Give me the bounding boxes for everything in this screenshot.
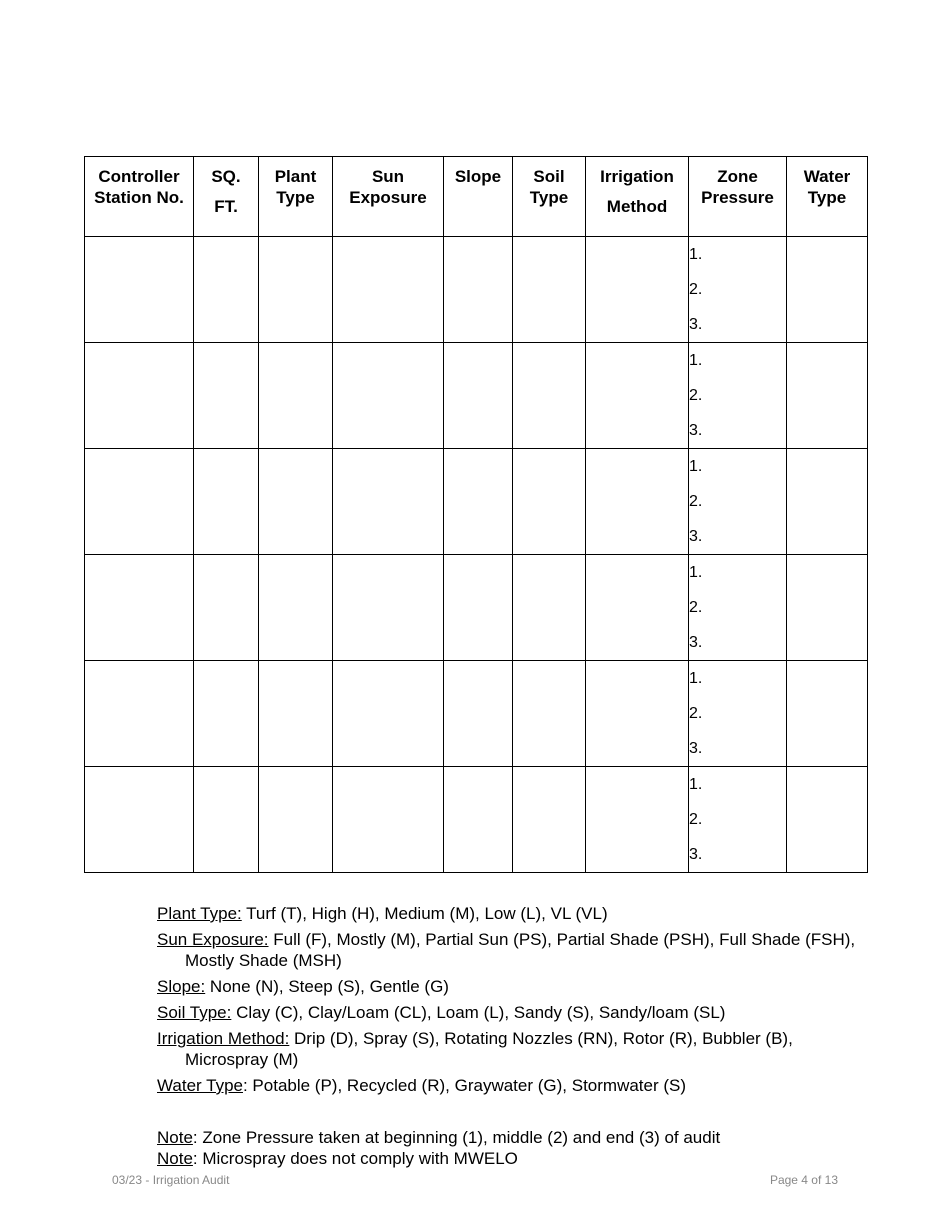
zone-pressure-mark: 2. bbox=[689, 811, 703, 828]
cell-sun-exposure[interactable] bbox=[333, 343, 444, 449]
table-row bbox=[85, 343, 868, 449]
cell-sun-exposure[interactable] bbox=[333, 237, 444, 343]
cell-slope[interactable] bbox=[444, 343, 513, 449]
cell-controller-station[interactable] bbox=[85, 237, 194, 343]
cell-controller-station[interactable] bbox=[85, 343, 194, 449]
zone-pressure-mark: 2. bbox=[689, 599, 703, 616]
cell-sq-ft[interactable] bbox=[194, 555, 259, 661]
table-header-row bbox=[85, 157, 868, 237]
legend-sun-exposure: Sun Exposure: Full (F), Mostly (M), Partial Sun (PS), Partial Shade (PSH), Full Shade (FSH), Mostly Shade (MSH) bbox=[157, 930, 856, 970]
legend-water-type: Water Type: Potable (P), Recycled (R), Graywater (G), Stormwater (S) bbox=[157, 1076, 687, 1095]
zone-pressure-mark: 3. bbox=[689, 528, 703, 545]
legend-irrigation-method: Irrigation Method: Drip (D), Spray (S), Rotating Nozzles (RN), Rotor (R), Bubbler (B), Microspray (M) bbox=[157, 1029, 793, 1069]
footer-document-title: 03/23 - Irrigation Audit bbox=[112, 1173, 230, 1187]
cell-water-type[interactable] bbox=[787, 237, 868, 343]
header-water-type: Water Type bbox=[787, 157, 868, 237]
cell-sun-exposure[interactable] bbox=[333, 767, 444, 873]
zone-pressure-mark: 3. bbox=[689, 740, 703, 757]
zone-pressure-mark: 2. bbox=[689, 493, 703, 510]
cell-controller-station[interactable] bbox=[85, 661, 194, 767]
cell-irrigation-method[interactable] bbox=[586, 767, 689, 873]
cell-zone-pressure[interactable] bbox=[689, 237, 787, 343]
cell-zone-pressure[interactable] bbox=[689, 555, 787, 661]
legend-plant-type: Plant Type: Turf (T), High (H), Medium (M), Low (L), VL (VL) bbox=[157, 904, 608, 923]
cell-plant-type[interactable] bbox=[259, 767, 333, 873]
header-irrigation-method: Irrigation Method bbox=[586, 157, 689, 237]
cell-irrigation-method[interactable] bbox=[586, 449, 689, 555]
cell-sq-ft[interactable] bbox=[194, 343, 259, 449]
zone-pressure-mark: 1. bbox=[689, 564, 703, 581]
table-row bbox=[85, 237, 868, 343]
table-row bbox=[85, 767, 868, 873]
cell-soil-type[interactable] bbox=[513, 555, 586, 661]
table-body bbox=[85, 237, 868, 873]
cell-irrigation-method[interactable] bbox=[586, 237, 689, 343]
legend-soil-type: Soil Type: Clay (C), Clay/Loam (CL), Loam (L), Sandy (S), Sandy/loam (SL) bbox=[157, 1003, 726, 1022]
table-row bbox=[85, 661, 868, 767]
cell-slope[interactable] bbox=[444, 661, 513, 767]
note-microspray: Note: Microspray does not comply with MWELO bbox=[157, 1149, 518, 1168]
header-plant-type: Plant Type bbox=[259, 157, 333, 237]
cell-soil-type[interactable] bbox=[513, 767, 586, 873]
cell-plant-type[interactable] bbox=[259, 237, 333, 343]
cell-sun-exposure[interactable] bbox=[333, 661, 444, 767]
zone-pressure-mark: 2. bbox=[689, 281, 703, 298]
cell-plant-type[interactable] bbox=[259, 555, 333, 661]
cell-slope[interactable] bbox=[444, 767, 513, 873]
cell-soil-type[interactable] bbox=[513, 343, 586, 449]
cell-sq-ft[interactable] bbox=[194, 237, 259, 343]
table-row bbox=[85, 449, 868, 555]
zone-pressure-mark: 3. bbox=[689, 634, 703, 651]
cell-controller-station[interactable] bbox=[85, 449, 194, 555]
zone-pressure-mark: 1. bbox=[689, 352, 703, 369]
cell-sun-exposure[interactable] bbox=[333, 555, 444, 661]
cell-irrigation-method[interactable] bbox=[586, 555, 689, 661]
header-soil-type: Soil Type bbox=[513, 157, 586, 237]
cell-zone-pressure[interactable] bbox=[689, 343, 787, 449]
footer-page-number: Page 4 of 13 bbox=[769, 1173, 838, 1187]
irrigation-audit-table bbox=[84, 156, 868, 873]
cell-plant-type[interactable] bbox=[259, 449, 333, 555]
header-sq-ft: SQ. FT. bbox=[194, 157, 259, 237]
cell-controller-station[interactable] bbox=[85, 767, 194, 873]
table-row bbox=[85, 555, 868, 661]
cell-water-type[interactable] bbox=[787, 343, 868, 449]
zone-pressure-mark: 2. bbox=[689, 705, 703, 722]
legend-spacer bbox=[157, 1101, 877, 1127]
cell-water-type[interactable] bbox=[787, 555, 868, 661]
zone-pressure-mark: 3. bbox=[689, 422, 703, 439]
header-slope: Slope bbox=[444, 157, 513, 237]
cell-sq-ft[interactable] bbox=[194, 661, 259, 767]
zone-pressure-mark: 1. bbox=[689, 670, 703, 687]
cell-zone-pressure[interactable] bbox=[689, 661, 787, 767]
zone-pressure-mark: 1. bbox=[689, 776, 703, 793]
header-controller-station: Controller Station No. bbox=[85, 157, 194, 237]
cell-controller-station[interactable] bbox=[85, 555, 194, 661]
zone-pressure-mark: 2. bbox=[689, 387, 703, 404]
cell-plant-type[interactable] bbox=[259, 343, 333, 449]
cell-soil-type[interactable] bbox=[513, 661, 586, 767]
note-zone-pressure: Note: Zone Pressure taken at beginning (1), middle (2) and end (3) of audit bbox=[157, 1128, 721, 1147]
header-sun-exposure: Sun Exposure bbox=[333, 157, 444, 237]
zone-pressure-mark: 3. bbox=[689, 846, 703, 863]
cell-zone-pressure[interactable] bbox=[689, 767, 787, 873]
cell-soil-type[interactable] bbox=[513, 237, 586, 343]
cell-sq-ft[interactable] bbox=[194, 449, 259, 555]
cell-irrigation-method[interactable] bbox=[586, 661, 689, 767]
cell-irrigation-method[interactable] bbox=[586, 343, 689, 449]
cell-plant-type[interactable] bbox=[259, 661, 333, 767]
cell-water-type[interactable] bbox=[787, 661, 868, 767]
cell-slope[interactable] bbox=[444, 555, 513, 661]
zone-pressure-mark: 1. bbox=[689, 246, 703, 263]
zone-pressure-mark: 3. bbox=[689, 316, 703, 333]
cell-water-type[interactable] bbox=[787, 449, 868, 555]
cell-sun-exposure[interactable] bbox=[333, 449, 444, 555]
cell-slope[interactable] bbox=[444, 449, 513, 555]
legend bbox=[157, 903, 877, 1169]
cell-sq-ft[interactable] bbox=[194, 767, 259, 873]
cell-water-type[interactable] bbox=[787, 767, 868, 873]
cell-slope[interactable] bbox=[444, 237, 513, 343]
cell-zone-pressure[interactable] bbox=[689, 449, 787, 555]
header-zone-pressure: Zone Pressure bbox=[689, 157, 787, 237]
zone-pressure-mark: 1. bbox=[689, 458, 703, 475]
legend-slope: Slope: None (N), Steep (S), Gentle (G) bbox=[157, 977, 449, 996]
cell-soil-type[interactable] bbox=[513, 449, 586, 555]
